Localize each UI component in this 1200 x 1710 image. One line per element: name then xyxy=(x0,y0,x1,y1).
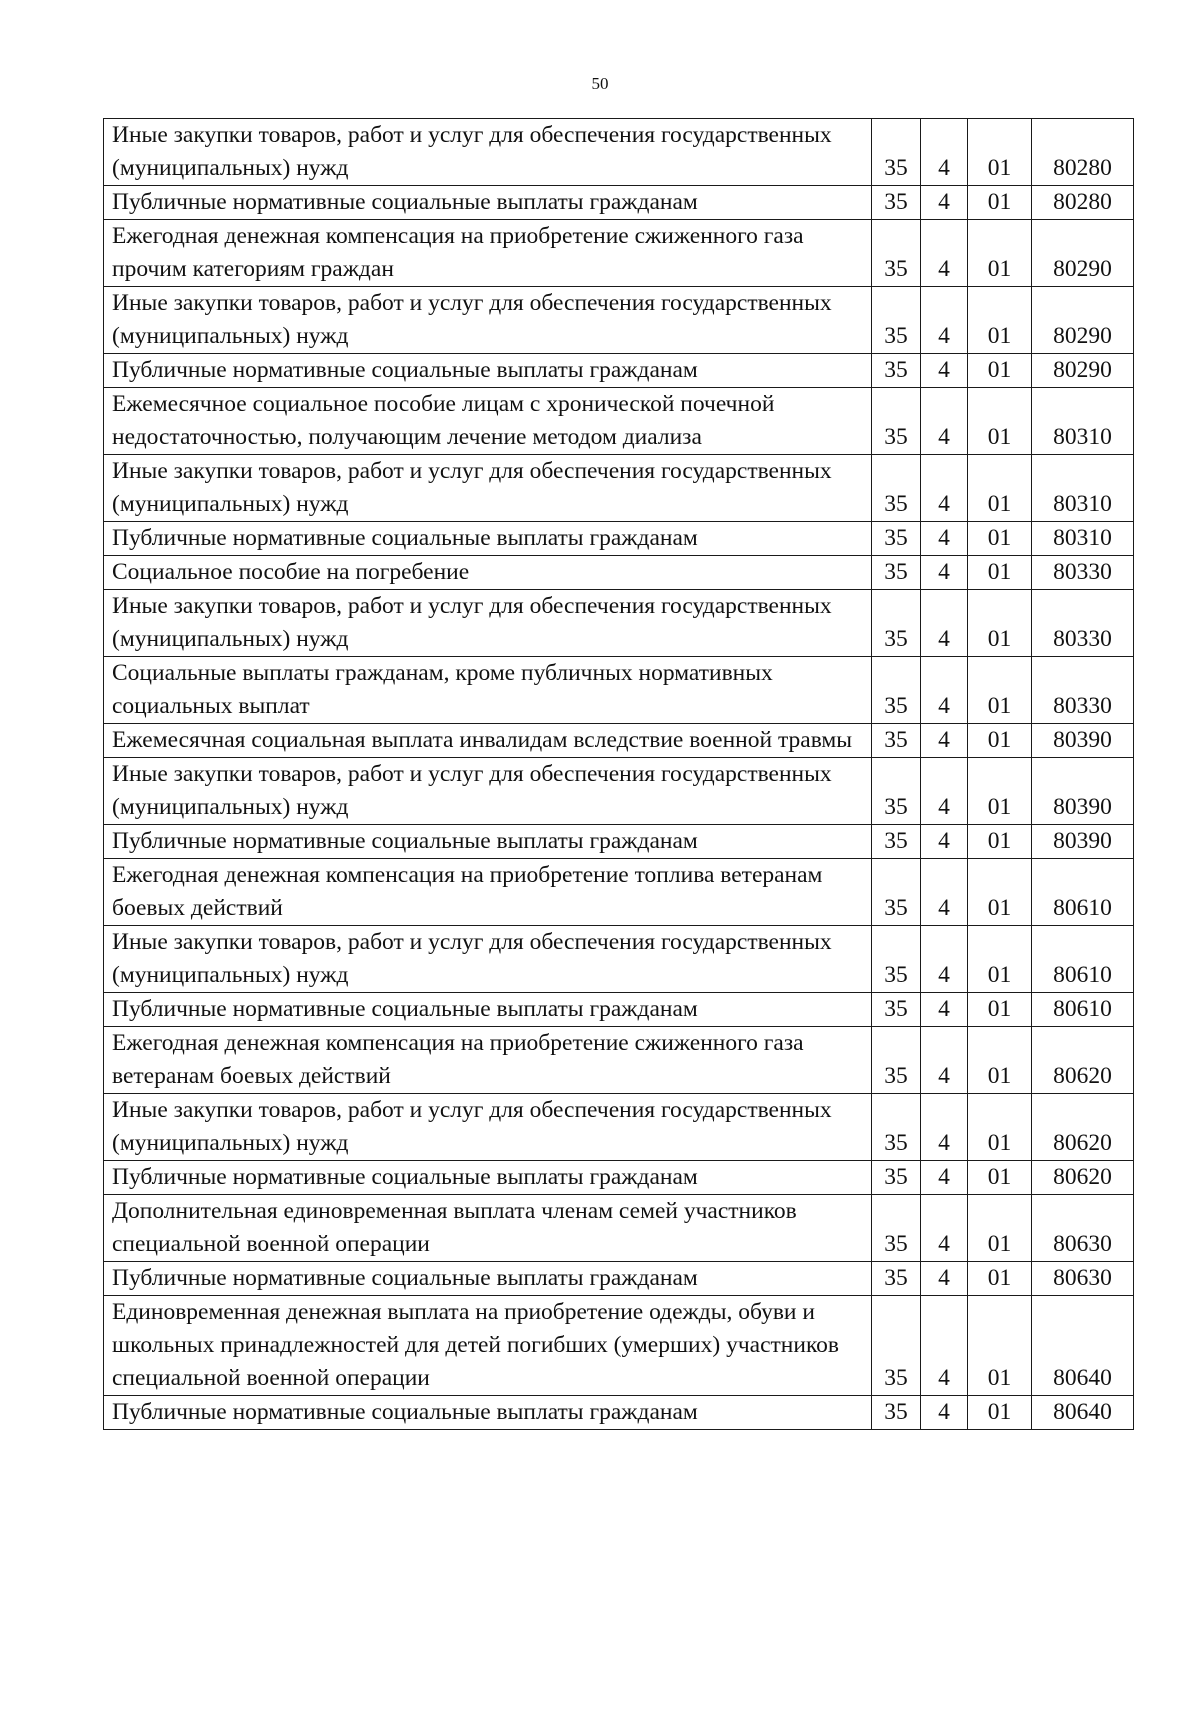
row-code-2-cell: 4 xyxy=(921,993,968,1027)
row-code-2-cell: 4 xyxy=(921,1094,968,1161)
row-code-4-cell: 80290 xyxy=(1032,354,1134,388)
row-name-cell: Публичные нормативные социальные выплаты гражданам xyxy=(104,1396,872,1430)
row-code-3-cell: 01 xyxy=(968,825,1032,859)
row-code-1-cell: 35 xyxy=(872,993,921,1027)
row-code-1-cell: 35 xyxy=(872,522,921,556)
row-code-1-cell: 35 xyxy=(872,724,921,758)
row-code-2-cell: 4 xyxy=(921,455,968,522)
row-code-1-cell: 35 xyxy=(872,825,921,859)
row-name-cell: Социальное пособие на погребение xyxy=(104,556,872,590)
row-name-cell: Публичные нормативные социальные выплаты гражданам xyxy=(104,354,872,388)
row-code-4-cell: 80620 xyxy=(1032,1027,1134,1094)
row-code-4-cell: 80620 xyxy=(1032,1094,1134,1161)
table-row xyxy=(104,926,1134,993)
table-row xyxy=(104,859,1134,926)
row-code-3-cell: 01 xyxy=(968,1161,1032,1195)
row-code-3-cell: 01 xyxy=(968,993,1032,1027)
row-code-3-cell: 01 xyxy=(968,724,1032,758)
row-name-cell: Публичные нормативные социальные выплаты гражданам xyxy=(104,1161,872,1195)
row-code-2-cell: 4 xyxy=(921,926,968,993)
row-code-4-cell: 80390 xyxy=(1032,758,1134,825)
table-row xyxy=(104,1262,1134,1296)
row-code-3-cell: 01 xyxy=(968,1262,1032,1296)
row-code-1-cell: 35 xyxy=(872,354,921,388)
row-code-2-cell: 4 xyxy=(921,758,968,825)
row-code-1-cell: 35 xyxy=(872,926,921,993)
row-code-3-cell: 01 xyxy=(968,926,1032,993)
row-code-2-cell: 4 xyxy=(921,388,968,455)
row-code-3-cell: 01 xyxy=(968,287,1032,354)
row-name-cell: Ежегодная денежная компенсация на приобретение сжиженного газа прочим категориям граждан xyxy=(104,220,872,287)
table-row xyxy=(104,186,1134,220)
row-code-4-cell: 80390 xyxy=(1032,825,1134,859)
row-code-2-cell: 4 xyxy=(921,825,968,859)
row-code-4-cell: 80280 xyxy=(1032,119,1134,186)
row-code-4-cell: 80290 xyxy=(1032,220,1134,287)
table-row xyxy=(104,825,1134,859)
row-name-cell: Иные закупки товаров, работ и услуг для обеспечения государственных (муниципальных) нужд xyxy=(104,590,872,657)
row-code-3-cell: 01 xyxy=(968,220,1032,287)
row-code-4-cell: 80610 xyxy=(1032,993,1134,1027)
row-code-1-cell: 35 xyxy=(872,1296,921,1396)
row-code-4-cell: 80640 xyxy=(1032,1296,1134,1396)
row-name-cell: Публичные нормативные социальные выплаты гражданам xyxy=(104,825,872,859)
row-name-cell: Публичные нормативные социальные выплаты гражданам xyxy=(104,522,872,556)
row-name-cell: Иные закупки товаров, работ и услуг для обеспечения государственных (муниципальных) нужд xyxy=(104,119,872,186)
row-code-4-cell: 80310 xyxy=(1032,388,1134,455)
row-code-2-cell: 4 xyxy=(921,1396,968,1430)
row-code-1-cell: 35 xyxy=(872,388,921,455)
row-code-2-cell: 4 xyxy=(921,657,968,724)
budget-table-body xyxy=(104,119,1134,1430)
row-code-4-cell: 80610 xyxy=(1032,859,1134,926)
table-row xyxy=(104,1296,1134,1396)
row-code-2-cell: 4 xyxy=(921,1195,968,1262)
row-name-cell: Публичные нормативные социальные выплаты гражданам xyxy=(104,186,872,220)
table-row xyxy=(104,388,1134,455)
row-code-4-cell: 80290 xyxy=(1032,287,1134,354)
table-row xyxy=(104,657,1134,724)
row-code-2-cell: 4 xyxy=(921,1262,968,1296)
row-code-3-cell: 01 xyxy=(968,388,1032,455)
row-code-3-cell: 01 xyxy=(968,758,1032,825)
table-row xyxy=(104,758,1134,825)
row-code-4-cell: 80330 xyxy=(1032,556,1134,590)
table-row xyxy=(104,220,1134,287)
table-row xyxy=(104,1094,1134,1161)
row-code-2-cell: 4 xyxy=(921,522,968,556)
row-name-cell: Ежемесячная социальная выплата инвалидам вследствие военной травмы xyxy=(104,724,872,758)
row-code-3-cell: 01 xyxy=(968,590,1032,657)
row-code-1-cell: 35 xyxy=(872,859,921,926)
row-code-3-cell: 01 xyxy=(968,859,1032,926)
row-code-1-cell: 35 xyxy=(872,1262,921,1296)
table-row xyxy=(104,287,1134,354)
row-code-1-cell: 35 xyxy=(872,1094,921,1161)
row-code-2-cell: 4 xyxy=(921,119,968,186)
row-code-4-cell: 80630 xyxy=(1032,1195,1134,1262)
row-code-1-cell: 35 xyxy=(872,186,921,220)
row-name-cell: Публичные нормативные социальные выплаты гражданам xyxy=(104,1262,872,1296)
table-row xyxy=(104,590,1134,657)
row-code-2-cell: 4 xyxy=(921,1161,968,1195)
row-code-3-cell: 01 xyxy=(968,455,1032,522)
row-code-4-cell: 80330 xyxy=(1032,590,1134,657)
row-name-cell: Ежемесячное социальное пособие лицам с хронической почечной недостаточностью, получающим лечение методом диализа xyxy=(104,388,872,455)
table-row xyxy=(104,1396,1134,1430)
row-code-1-cell: 35 xyxy=(872,657,921,724)
row-code-4-cell: 80310 xyxy=(1032,455,1134,522)
row-code-3-cell: 01 xyxy=(968,1027,1032,1094)
row-code-4-cell: 80280 xyxy=(1032,186,1134,220)
row-code-1-cell: 35 xyxy=(872,590,921,657)
row-name-cell: Иные закупки товаров, работ и услуг для обеспечения государственных (муниципальных) нужд xyxy=(104,455,872,522)
row-name-cell: Дополнительная единовременная выплата членам семей участников специальной военной операции xyxy=(104,1195,872,1262)
row-code-1-cell: 35 xyxy=(872,1027,921,1094)
row-code-1-cell: 35 xyxy=(872,556,921,590)
table-row xyxy=(104,522,1134,556)
row-name-cell: Ежегодная денежная компенсация на приобретение сжиженного газа ветеранам боевых действий xyxy=(104,1027,872,1094)
row-name-cell: Ежегодная денежная компенсация на приобретение топлива ветеранам боевых действий xyxy=(104,859,872,926)
row-code-1-cell: 35 xyxy=(872,758,921,825)
table-row xyxy=(104,556,1134,590)
row-name-cell: Иные закупки товаров, работ и услуг для обеспечения государственных (муниципальных) нужд xyxy=(104,287,872,354)
budget-table xyxy=(103,118,1134,1430)
row-code-3-cell: 01 xyxy=(968,1195,1032,1262)
row-code-2-cell: 4 xyxy=(921,186,968,220)
row-code-2-cell: 4 xyxy=(921,287,968,354)
row-code-4-cell: 80310 xyxy=(1032,522,1134,556)
table-row xyxy=(104,455,1134,522)
row-code-2-cell: 4 xyxy=(921,354,968,388)
row-code-4-cell: 80390 xyxy=(1032,724,1134,758)
table-row xyxy=(104,1161,1134,1195)
row-code-3-cell: 01 xyxy=(968,1396,1032,1430)
row-code-3-cell: 01 xyxy=(968,119,1032,186)
row-code-3-cell: 01 xyxy=(968,186,1032,220)
row-code-3-cell: 01 xyxy=(968,1094,1032,1161)
row-code-3-cell: 01 xyxy=(968,522,1032,556)
table-row xyxy=(104,993,1134,1027)
table-row xyxy=(104,1027,1134,1094)
row-code-1-cell: 35 xyxy=(872,1161,921,1195)
row-name-cell: Публичные нормативные социальные выплаты гражданам xyxy=(104,993,872,1027)
row-code-1-cell: 35 xyxy=(872,1396,921,1430)
row-code-1-cell: 35 xyxy=(872,220,921,287)
page-number: 50 xyxy=(591,74,609,93)
row-code-3-cell: 01 xyxy=(968,657,1032,724)
row-code-2-cell: 4 xyxy=(921,556,968,590)
row-code-2-cell: 4 xyxy=(921,859,968,926)
row-code-4-cell: 80330 xyxy=(1032,657,1134,724)
row-code-2-cell: 4 xyxy=(921,1027,968,1094)
row-name-cell: Иные закупки товаров, работ и услуг для обеспечения государственных (муниципальных) нужд xyxy=(104,1094,872,1161)
row-name-cell: Иные закупки товаров, работ и услуг для обеспечения государственных (муниципальных) нужд xyxy=(104,758,872,825)
table-row xyxy=(104,119,1134,186)
row-code-4-cell: 80640 xyxy=(1032,1396,1134,1430)
table-row xyxy=(104,1195,1134,1262)
row-name-cell: Социальные выплаты гражданам, кроме публичных нормативных социальных выплат xyxy=(104,657,872,724)
row-code-4-cell: 80630 xyxy=(1032,1262,1134,1296)
row-name-cell: Единовременная денежная выплата на приобретение одежды, обуви и школьных принадлежностей для детей погибших (умерших) участников специальной военной операции xyxy=(104,1296,872,1396)
row-code-3-cell: 01 xyxy=(968,1296,1032,1396)
row-code-2-cell: 4 xyxy=(921,1296,968,1396)
row-name-cell: Иные закупки товаров, работ и услуг для обеспечения государственных (муниципальных) нужд xyxy=(104,926,872,993)
row-code-4-cell: 80620 xyxy=(1032,1161,1134,1195)
table-row xyxy=(104,724,1134,758)
row-code-2-cell: 4 xyxy=(921,220,968,287)
row-code-1-cell: 35 xyxy=(872,287,921,354)
row-code-2-cell: 4 xyxy=(921,724,968,758)
row-code-1-cell: 35 xyxy=(872,119,921,186)
table-row xyxy=(104,354,1134,388)
row-code-3-cell: 01 xyxy=(968,556,1032,590)
row-code-1-cell: 35 xyxy=(872,455,921,522)
row-code-1-cell: 35 xyxy=(872,1195,921,1262)
row-code-4-cell: 80610 xyxy=(1032,926,1134,993)
row-code-3-cell: 01 xyxy=(968,354,1032,388)
row-code-2-cell: 4 xyxy=(921,590,968,657)
